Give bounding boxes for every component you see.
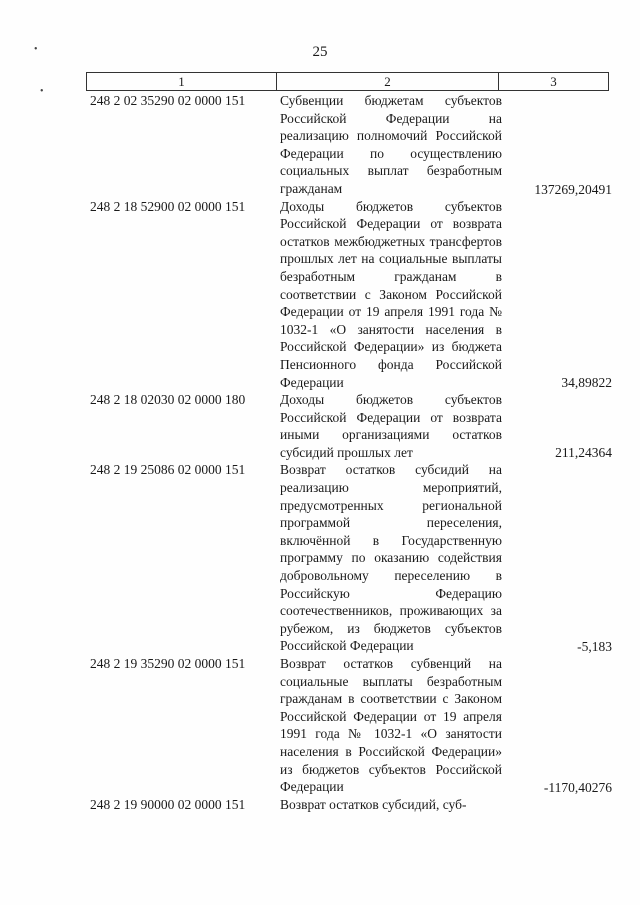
income-description: Доходы бюджетов субъектов Российской Федерации от возврата иными организациями остатков субсидий прошлых лет — [280, 392, 502, 460]
amount-value: -1170,40276 — [543, 779, 612, 795]
column-header-1: 1 — [87, 73, 277, 91]
page-number: 25 — [312, 44, 328, 60]
budget-code: 248 2 18 52900 02 0000 151 — [90, 198, 246, 214]
budget-code: 248 2 19 90000 02 0000 151 — [90, 796, 246, 812]
income-description: Возврат остатков субсидий, суб- — [280, 796, 467, 812]
amount-cell — [502, 461, 612, 655]
income-description: Субвенции бюджетам субъектов Российской Федерации на реализацию полномочий Российской Федерации по осуществлению социальных выплат безработным гражданам — [280, 93, 502, 196]
income-description: Возврат остатков субвенций на социальные выплаты безработным гражданам в соответствии с Законом Российской Федерации от 19 апреля 1991 года № 1032-1 «О занятости населения в Российской Федерации» из бюджетов субъектов Российской Федерации — [280, 656, 502, 795]
amount-value: -5,183 — [577, 639, 612, 654]
amount-cell — [502, 92, 612, 198]
table-row — [86, 391, 612, 461]
table-row — [86, 796, 608, 814]
budget-code: 248 2 18 02030 02 0000 180 — [90, 392, 246, 408]
amount-value: 34,89822 — [561, 375, 612, 391]
amount-value: 137269,20491 — [534, 181, 612, 197]
income-description: Доходы бюджетов субъектов Российской Федерации от возврата остатков межбюджетных трансфертов прошлых лет на социальные выплаты безработным гражданам в соответствии с Законом Российской Федерации от 19 апреля 1991 года № 1032-1 «О занятости населения в Российской Федерации» из бюджета Пенсионного фонда Российской Федерации — [280, 198, 502, 390]
budget-code: 248 2 02 35290 02 0000 151 — [90, 93, 246, 108]
amount-cell — [502, 655, 612, 796]
column-header-3: 3 — [499, 73, 609, 91]
amount-cell — [502, 391, 612, 461]
table-body — [86, 92, 612, 813]
table-row — [86, 655, 612, 796]
table-row — [86, 461, 612, 655]
budget-code: 248 2 19 35290 02 0000 151 — [90, 656, 246, 671]
income-description: Возврат остатков субсидий на реализацию мероприятий, предусмотренных региональной программой переселения, включённой в Государственную программу по оказанию содействия добровольному переселению в Российскую Федерацию соотечественников, проживающих за рубежом, из бюджетов субъектов Российской Федерации — [280, 462, 502, 654]
table-header — [86, 72, 609, 91]
table-row — [86, 92, 612, 198]
scan-speck: • — [40, 86, 44, 97]
amount-value: 211,24364 — [555, 445, 612, 461]
column-header-2: 2 — [277, 73, 499, 91]
amount-cell — [502, 198, 612, 392]
amount-cell — [502, 796, 612, 814]
budget-code: 248 2 19 25086 02 0000 151 — [90, 462, 246, 478]
table-row — [86, 198, 612, 392]
scan-speck: • — [34, 44, 38, 55]
